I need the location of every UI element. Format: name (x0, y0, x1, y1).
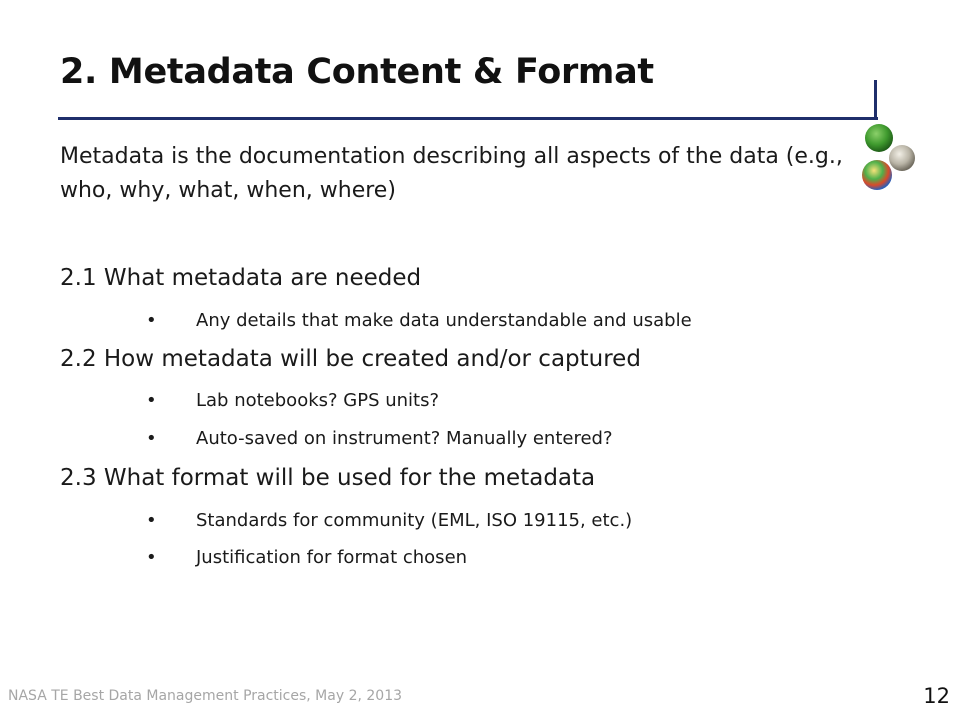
title-underline (58, 117, 878, 120)
bullet-glyph: • (146, 510, 157, 531)
intro-paragraph: Metadata is the documentation describing all aspects of the data (e.g., who, why, what, when, where) (60, 144, 843, 203)
slide-footer: NASA TE Best Data Management Practices, May 2, 2013 (8, 688, 403, 704)
bullet-text: Lab notebooks? GPS units? (196, 390, 440, 411)
bullet-text: Standards for community (EML, ISO 19115, etc.) (196, 510, 633, 531)
section-heading-2-3: 2.3 What format will be used for the metadata (60, 465, 596, 491)
bullet-text: Justification for format chosen (196, 547, 468, 568)
page-number: 12 (923, 684, 950, 708)
bullet-item (146, 428, 613, 449)
bullet-text: Auto-saved on instrument? Manually entered? (196, 428, 613, 449)
bullet-glyph: • (146, 547, 157, 568)
bullet-glyph: • (146, 310, 157, 331)
bullet-glyph: • (146, 428, 157, 449)
globe-cluster-icon (855, 122, 921, 196)
bullet-text: Any details that make data understandable and usable (196, 310, 692, 331)
bullet-item (146, 310, 692, 331)
slide-title: 2. Metadata Content & Format (60, 52, 654, 92)
section-heading-2-1: 2.1 What metadata are needed (60, 265, 422, 291)
bullet-item (146, 510, 632, 531)
title-vertical-rule (874, 80, 877, 120)
bullet-item (146, 390, 439, 411)
section-heading-2-2: 2.2 How metadata will be created and/or captured (60, 346, 641, 372)
bullet-item (146, 547, 467, 568)
bullet-glyph: • (146, 390, 157, 411)
